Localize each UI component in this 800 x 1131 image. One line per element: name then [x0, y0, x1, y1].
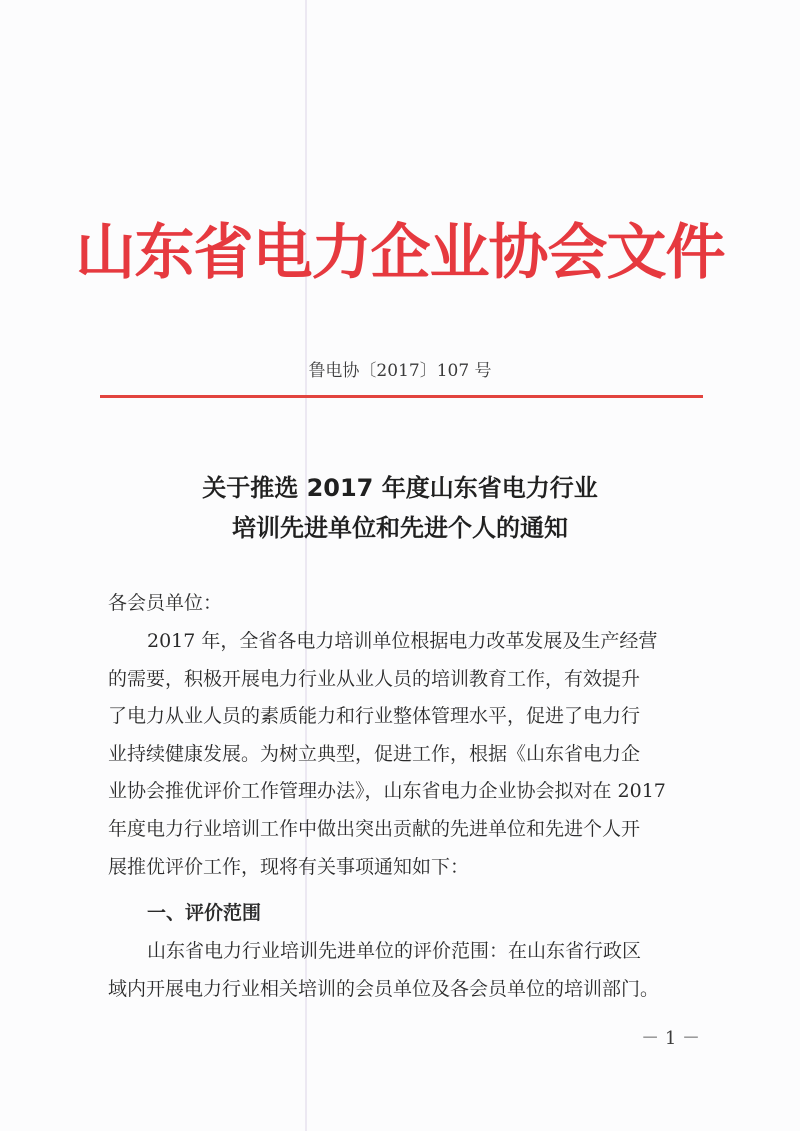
document-header-title: 山东省电力企业协会文件: [75, 218, 725, 288]
salutation: 各会员单位：: [108, 592, 223, 614]
paragraph-1-line: 了电力从业人员的素质能力和行业整体管理水平，促进了电力行: [108, 705, 641, 727]
paragraph-2-line: 山东省电力行业培训先进单位的评价范围：在山东省行政区: [147, 940, 642, 962]
notice-title-line-1: 关于推选 2017 年度山东省电力行业: [202, 474, 598, 502]
red-divider-line: [100, 395, 703, 398]
paragraph-1-line: 年度电力行业培训工作中做出突出贡献的先进单位和先进个人开: [108, 818, 641, 840]
paragraph-1-line: 业协会推优评价工作管理办法》，山东省电力企业协会拟对在 2017: [108, 780, 666, 802]
paragraph-1-line: 业持续健康发展。为树立典型，促进工作，根据《山东省电力企: [108, 743, 641, 765]
notice-title-line-2: 培训先进单位和先进个人的通知: [232, 514, 568, 542]
document-number: 鲁电协〔2017〕107 号: [308, 361, 492, 381]
section-heading-evaluation-scope: 一、评价范围: [147, 902, 262, 924]
paragraph-1-line: 2017 年，全省各电力培训单位根据电力改革发展及生产经营: [147, 630, 658, 652]
page-number: － 1 －: [641, 1028, 700, 1049]
paragraph-1-line: 的需要，积极开展电力行业从业人员的培训教育工作，有效提升: [108, 668, 641, 690]
paragraph-2-line: 域内开展电力行业相关培训的会员单位及各会员单位的培训部门。: [108, 978, 660, 1000]
paragraph-1-line: 展推优评价工作，现将有关事项通知如下：: [108, 856, 470, 878]
